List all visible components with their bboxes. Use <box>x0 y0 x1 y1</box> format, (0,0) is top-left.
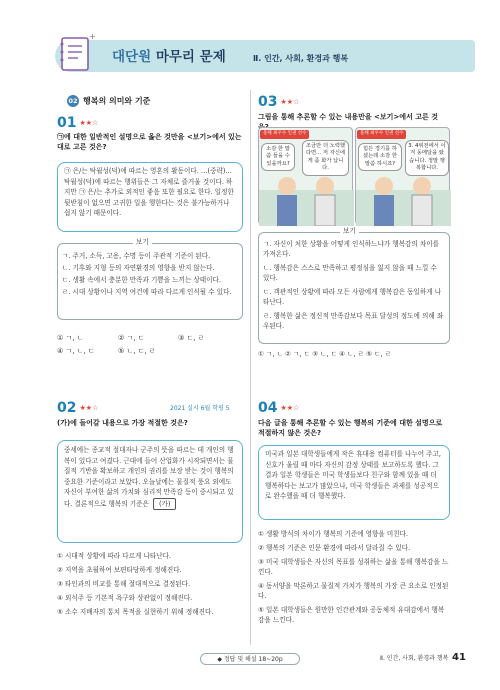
option-3[interactable]: ③ 타인과의 비교를 통해 절대적으로 결정된다. <box>57 580 191 588</box>
bogi-item: ㄹ. 시대 상황이나 지역 여건에 따라 다르게 인식될 수 있다. <box>62 288 232 296</box>
page-number: 41 <box>452 652 466 663</box>
question-prompt: (가)에 들어갈 내용으로 가장 적절한 것은? <box>57 419 188 427</box>
bogi-label: 보기 <box>133 238 152 248</box>
bogi-item: ㄱ. 자신이 처한 상황을 어떻게 인식하느냐가 행복감의 차이를 가져온다. <box>263 240 440 258</box>
speech-bubble: 힘든 경기를 하셨는데 소감 한 말씀 하시죠? <box>358 143 402 171</box>
question-prompt: 그림을 통해 추론할 수 있는 내용만을 <보기>에서 고른 것 <box>258 113 438 121</box>
panel-tag: 올해 최우수 인권 선수 <box>260 130 309 139</box>
option-4[interactable]: ④ ㄱ, ㄴ, ㄷ <box>57 347 95 355</box>
answer-options[interactable]: ① ㄱ, ㄴ ② ㄱ, ㄷ ③ ㄴ, ㄷ ④ ㄴ, ㄹ ⑤ ㄷ, ㄹ <box>258 350 392 358</box>
passage-text: ㉠ 은/는 탁월성(덕)에 따르는 영혼의 활동이다. …(중략)… 탁월성(덕)에 따르는 행위들은 그 자체로 즐거울 것이다. 하지만 ㉠ 은/는 추가로 외적인 좋음 또한 필요로 한다. 일정한 뒷받침이 없으면 고귀한 일을 행한다는 것은 불가능하거나 쉽지 않기 때문이다. <box>64 167 234 218</box>
question-number: 04 ★★☆ <box>258 400 300 416</box>
chapter-subtitle: Ⅱ. 인간, 사회, 환경과 행복 <box>253 54 349 63</box>
speech-bubble: 조금만 더 노력했다면... 저 자신에게 좀 화가 납니다. <box>302 140 349 176</box>
option-2[interactable]: ② 행복의 기준은 인문 환경에 따라서 달라질 수 있다. <box>258 544 411 552</box>
speech-bubble: 소감 한 말씀 들을 수 있을까요? <box>261 143 295 171</box>
answer-blank: (가) <box>153 498 177 511</box>
chapter-title: 대단원 마무리 문제 <box>112 49 226 65</box>
option-1[interactable]: ① ㄱ, ㄴ <box>57 334 84 342</box>
bogi-item: ㄷ. 생활 속에서 충분한 만족과 기쁨을 느끼는 상태이다. <box>62 276 221 284</box>
option-1[interactable]: ① 시대적 상황에 따라 다르게 나타난다. <box>57 552 172 560</box>
bogi-item: ㄴ. 행복감은 스스로 만족하고 평정심을 잃지 않을 때 느낄 수 있다. <box>263 264 437 282</box>
bogi-item: ㄱ. 주거, 소득, 고용, 수명 등이 주관적 기준이 된다. <box>62 252 211 260</box>
question-source: 2021 실시 6월 학평 5 <box>170 405 230 412</box>
option-3[interactable]: ③ ㄷ, ㄹ <box>178 334 205 342</box>
panel-tag: 올해 최우수 인권 선수 <box>357 130 406 139</box>
question-number: 02 ★★☆ <box>57 400 99 416</box>
svg-text:+: + <box>89 32 96 41</box>
answer-reference: ◆ 정답 및 해설 18~20p <box>200 653 300 665</box>
bogi-label: 보기 <box>340 227 359 237</box>
option-4[interactable]: ④ 동서양을 막론하고 물질적 가치가 행복의 가장 큰 요소로 인정된다. <box>258 582 449 600</box>
footer-chapter: Ⅱ. 인간, 사회, 환경과 행복 <box>380 655 449 662</box>
question-prompt: ㉠에 대한 일반적인 설명으로 옳은 것만을 <보기>에서 있는 대로 고른 것은? <box>57 133 242 152</box>
question-prompt: 다음 글을 통해 추론할 수 있는 행복의 기준에 대한 설명으로 적절하지 않은 것은? <box>258 419 443 438</box>
option-5[interactable]: ⑤ ㄴ, ㄷ, ㄹ <box>118 347 156 355</box>
section-heading: 02 행복의 의미와 기준 <box>68 96 151 106</box>
option-4[interactable]: ④ 외식주 등 기본적 욕구와 상관없이 정해진다. <box>57 594 193 602</box>
option-2[interactable]: ② ㄱ, ㄷ <box>118 334 145 342</box>
question-number: 03 ★★☆ <box>258 94 300 110</box>
speech-bubble: 3. 4위전에서 이겨 동메달을 땄습니다. 정말 행복합니다. <box>405 140 449 176</box>
notebook-icon <box>58 30 96 74</box>
option-5[interactable]: ⑤ 소수 지배자의 통치 목적을 실현하기 위해 정해진다. <box>57 608 214 616</box>
option-3[interactable]: ③ 미국 대학생들은 자신의 목표를 성취하는 삶을 통해 행복감을 느낀다. <box>258 558 449 576</box>
question-number: 01 ★★☆ <box>57 115 99 131</box>
bogi-item: ㄹ. 행복한 삶은 정신적 만족감보다 목표 달성의 정도에 의해 좌우된다. <box>263 312 444 330</box>
option-5[interactable]: ⑤ 일본 대학생들은 원만한 인간관계와 공동체적 유대감에서 행복감을 느낀다. <box>258 606 445 624</box>
passage-text: 중세에는 종교적 절대자나 군주의 뜻을 따르는 데 개인의 행복이 있다고 여겼다. 근대에 들어 산업화가 시작되면서는 물질적 기반을 확보하고 개인의 권리를 보장 받는 것이 행복의 중요한 기준이라고 보았다. 오늘날에는 물질적 풍요 외에도 자신이 부여한 삶의 가치와 심리적 만족감 등이 중시되고 있다. 결론적으로 행복의 기준은 (가) <box>64 445 237 510</box>
passage-text: 미국과 일본 대학생들에게 작은 휴대용 컴퓨터를 나누어 주고, 신호가 울릴 때 마다 자신의 감정 상태를 보고하도록 했다. 그 결과 일본 학생들은 미국 학생들보다 친구와 함께 있을 때 더 행복하다는 보고가 많았으나, 미국 학생들은 과제를 성공적으로 완수했을 때 더 행복했다. <box>265 450 442 501</box>
bogi-item: ㄴ. 기후와 지형 등의 자연환경의 영향을 받지 않는다. <box>62 264 215 272</box>
column-divider <box>250 90 251 645</box>
option-2[interactable]: ② 지역을 초월하여 보편타당하게 정해진다. <box>57 566 182 574</box>
option-1[interactable]: ① 생활 방식의 차이가 행복의 기준에 영향을 미친다. <box>258 530 409 538</box>
bogi-item: ㄷ. 객관적인 상황에 따라 모든 사람에게 행복감은 동일하게 나타난다. <box>263 288 442 306</box>
